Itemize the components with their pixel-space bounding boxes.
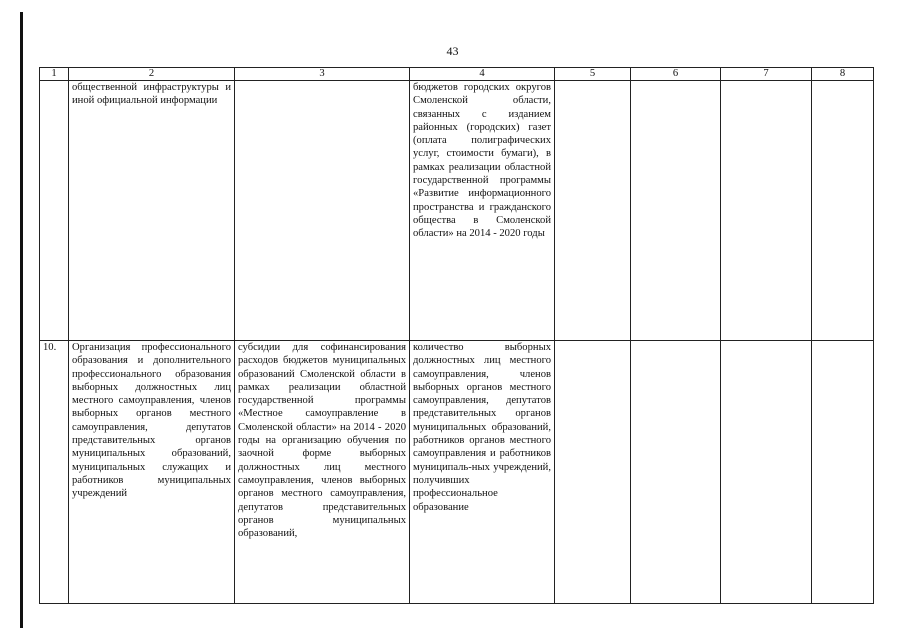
column-header: 5 — [555, 68, 631, 81]
column-header: 6 — [631, 68, 721, 81]
table-row — [40, 81, 874, 341]
row-number-cell: 10. — [40, 341, 69, 604]
column-header: 8 — [812, 68, 874, 81]
value-cell — [812, 81, 874, 341]
page-number: 43 — [446, 44, 459, 58]
event-name-cell: Организация профессионального образования и дополнительного профессионального образования выборных должностных лиц местного самоуправления, членов выборных органов местного самоуправления, депутатов представительных органов муниципальных образований, муниципальных служащих и работников муниципальных учреждений — [69, 341, 235, 604]
funding-cell — [235, 81, 410, 341]
funding-cell: субсидии для софинансирования расходов бюджетов муниципальных образований Смоленской области в рамках реализации областной государственной программы «Местное самоуправление в Смоленской области» на 2014 - 2020 годы на организацию обучения по заочной форме выборных должностных лиц местного самоуправления, членов выборных органов местного самоуправления, депутатов представительных органов муниципальных образований, — [235, 341, 410, 604]
column-header: 2 — [69, 68, 235, 81]
event-name-cell: общественной инфраструктуры и иной официальной информации — [69, 81, 235, 341]
value-cell — [721, 81, 812, 341]
column-header: 1 — [40, 68, 69, 81]
column-header: 4 — [410, 68, 555, 81]
value-cell — [812, 341, 874, 604]
value-cell — [631, 341, 721, 604]
indicator-cell: количество выборных должностных лиц местного самоуправления, членов выборных органов местного самоуправления, депутатов представительных органов муниципальных образований, работников органов местного самоуправления и работников муниципаль-ных учреждений, получивших профессиональное образование — [410, 341, 555, 604]
value-cell — [721, 341, 812, 604]
binding-margin-line — [20, 12, 23, 628]
column-header: 7 — [721, 68, 812, 81]
value-cell — [631, 81, 721, 341]
table-header-row — [40, 68, 874, 81]
column-header: 3 — [235, 68, 410, 81]
program-table — [39, 67, 874, 604]
row-number-cell — [40, 81, 69, 341]
indicator-cell: бюджетов городских округов Смоленской области, связанных с изданием районных (городских) газет (оплата полиграфических услуг, стоимости бумаги), в рамках реализации областной государственной программы «Развитие информационного пространства и гражданского общества в Смоленской области» на 2014 - 2020 годы — [410, 81, 555, 341]
table-row — [40, 341, 874, 604]
value-cell — [555, 81, 631, 341]
value-cell — [555, 341, 631, 604]
